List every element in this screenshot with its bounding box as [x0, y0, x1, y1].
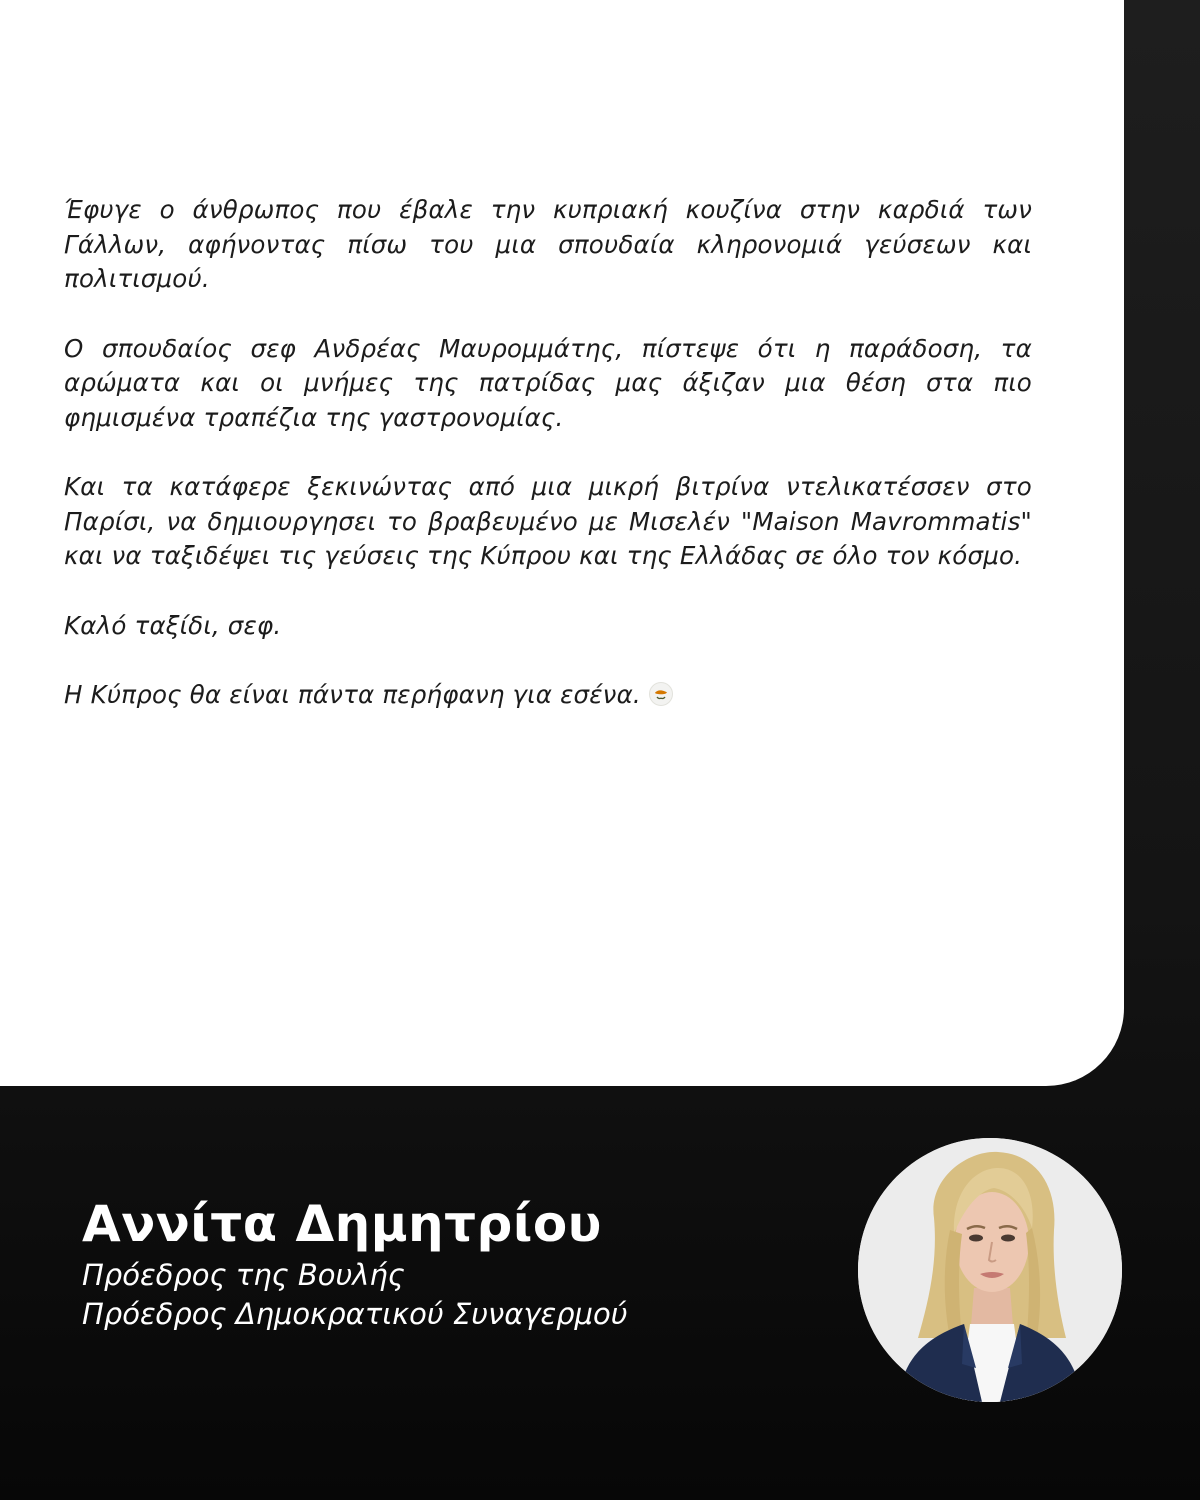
- signature-role-1: Πρόεδρος της Βουλής: [82, 1258, 405, 1292]
- message-closing-text: Η Κύπρος θα είναι πάντα περήφανη για εσένα.: [64, 680, 641, 709]
- message-paragraph-3: Και τα κατάφερε ξεκινώντας από μια μικρή βιτρίνα ντελικατέσσεν στο Παρίσι, να δημιουργησει το βραβευμένο με Μισελέν "Maison Mavrommatis" και να ταξιδέψει τις γεύσεις της Κύπρου και της Ελλάδας σε όλο τον κόσμο.: [64, 472, 1032, 570]
- cyprus-flag-icon: [649, 682, 673, 706]
- message-paragraph-2: Ο σπουδαίος σεφ Ανδρέας Μαυρομμάτης, πίστεψε ότι η παράδοση, τα αρώματα και οι μνήμες της πατρίδας μας άξιζαν μια θέση στα πιο φημισμένα τραπέζια της γαστρονομίας.: [64, 333, 1032, 432]
- message-body: [64, 193, 1032, 748]
- message-paragraph-5: [64, 678, 1032, 713]
- message-paragraph-4: Καλό ταξίδι, σεφ.: [64, 610, 282, 640]
- portrait-image: [858, 1138, 1122, 1402]
- signature-name: Αννίτα Δημητρίου: [82, 1195, 602, 1253]
- avatar: [858, 1138, 1122, 1402]
- message-paragraph-1: Έφυγε ο άνθρωπος που έβαλε την κυπριακή κουζίνα στην καρδιά των Γάλλων, αφήνοντας πίσω του μια σπουδαία κληρονομιά γεύσεων και πολιτισμού.: [64, 195, 1032, 293]
- signature-role-2: Πρόεδρος Δημοκρατικού Συναγερμού: [82, 1297, 628, 1331]
- signature-block: [82, 1192, 842, 1334]
